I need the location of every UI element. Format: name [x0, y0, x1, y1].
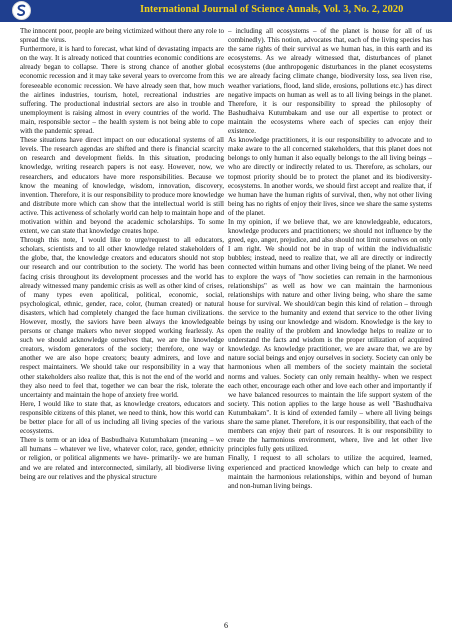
page-number: 6 — [224, 621, 228, 630]
left-column — [20, 27, 224, 615]
paragraph: In my opinion, if we believe that, we are knowledgeable, educators, knowledge producers and practitioners; we should not influence by the greed, ego, anger, prejudice, and also should not limit ourselves on only I am right. We should not be in trap of within the individualistic bubbles; instead, need to realize that, we all are directly or indirectly connected within humans and other living being of the planet. We need to explore the ways of "how societies can remain in the harmonious relationships" as well as how we can maintain the harmonious relationships with nature and other living being, who share the same house for survival. We should/can begin this kind of relation – through the service to the humanity and extend that service to the other living beings by using our knowledge and wisdom. Knowledge is the key to open the reality of the problem and knowledge helps to realize or to understand the facts and wisdom is the proper utilization of acquired knowledge. As knowledge practitioner, we are aware that, we are by nature social beings and enjoy ourselves in society. Society can only be harmonious when all members of the society maintain the societal norms and values. Society can only remain healthy- when we respect each other, encourage each other and love each other and importantly if we have balanced resources to maintain the life support system of the society. This notion applies to the large house as well "Bashudhaiva Kutumbakam". It is kind of extended family – where all living beings share the same planet. Therefore, it is our responsibility, that each of the members can enjoy their part of resources. It is our responsibility to create the harmonious environment, where, live and let other live principles fully gets utilized. — [228, 217, 432, 454]
journal-title: International Journal of Science Annals, Vol. 3, No. 2, 2020 — [140, 4, 404, 15]
paragraph: Through this note, I would like to urge/request to all educators, scholars, scientists and to all other knowledge related stakeholders of the globe, that, the knowledge creators and educators should not stop our research and our contribution to the society. The world has been facing crisis throughout its development processes and the world has already witnessed many pandemic crisis as well as other kind of crises, of many types even apolitical, political, economic, social, psychological, ethnic, gender, race, color, (human created) or natural disasters, which had completely changed the face human civilizations. However, mostly, the saviors have been always the knowledgeable persons or change makers who never stopped working fearlessly. As such we should acknowledge ourselves that, we are the knowledge creators, wisdom generators of the society; therefore, one way or another we are also hope creators; beauty admirers, and love and respect maintainers. We should take our responsibility in a way that other stakeholders also realize that, this is not the end of the world and they also need to feel that, together we can bear the risk, tolerate the uncertainty and maintain the hope of anxiety free world. — [20, 236, 224, 399]
right-column — [228, 27, 432, 615]
paragraph: There is term or an idea of Basbudhaiva Kutumbakam (meaning – we all humans – whatever we live, whatever color, race, gender, ethnicity or religion, or political alignments we have- primarily- we are human and we are related and interconnected, similarly, all biodiverse living being are our relatives and the physical structure — [20, 436, 224, 481]
paragraph: The innocent poor, people are being victimized without there any role to spread the virus. — [20, 27, 224, 45]
paragraph: These situations have direct impact on our educational systems of all levels. The research agendas are shifted and there is financial scarcity on research and development fields. In this situation, producing knowledge, writing research papers is not easy. However, now, we researchers, and educators have more responsibilities. Because we know the meaning of knowledge, wisdom, innovation, discovery, invention. Therefore, it is our responsibility to produce more knowledge and distribute more which can show that the intellectual world is still active. This activeness of scholarly world can help to maintain hope and motivation within and beyond the academic scholarships. To some extent, we can state that knowledge creates hope. — [20, 136, 224, 236]
paragraph: As knowledge practitioners, it is our responsibility to advocate and to make aware to the all concerned stakeholders, that this planet does not belongs to only human it also equally belongs to the all living beings – who are directly or indirectly related to us. Therefore, as scholars, our topmost priority should be to protect the planet and its biodiversity-ecosystems. In another words, we should first accept and realize that, if we human have the human rights of survival, then, why not other living being has no rights of enjoy their lives, since we share the same systems of the planet. — [228, 136, 432, 217]
journal-header-bar — [0, 0, 452, 22]
paragraph: Finally, I request to all scholars to utilize the acquired, learned, experienced and practiced knowledge which can help to create and maintain the harmonious relationships, within and beyond of human and non-human living beings. — [228, 454, 432, 490]
journal-logo-icon — [12, 1, 31, 20]
paragraph: – including all ecosystems – of the planet is house for all of us combinedly). This notion, advocates that, each of the living species has the same rights of their survival as we human has, in this earth and its ecosystems. As we already witnessed that, disturbances of planet ecosystems (due anthropogenic disturbances in the planet ecosystems we are already facing climate change, biodiversity loss, sea liven rise, weather variations, flood, land slide, erosions, pollutions etc.) has direct negative impacts on human as well as to all living beings in the planet. Therefore, it is our responsibility to spread the philosophy of Bashudhaiva Kutumbakam and use our all expertise to protect or maintain the ecosystems where each of species can enjoy their existence. — [228, 27, 432, 136]
paragraph: Here, I would like to state that, as knowledge creators, educators and responsible citizens of this planet, we need to think, how this world can be better place for all of us including all living species of the various ecosystems. — [20, 399, 224, 436]
paragraph: Furthermore, it is hard to forecast, what kind of devastating impacts are on the way. It is already noticed that countries economic conditions are already began to collapse. There is strong chance of another global economic recession and it may take several years to overcome from this foreseeable economic recession. We have already seen that, how much the airlines industries, tourism, hotel, recreational industries are suffering. The productional industrial sectors are also in trouble and unemployment is raising almost in every countries of the world. The main, responsible sector – the health system is not being able to cope with the pandemic spread. — [20, 45, 224, 136]
